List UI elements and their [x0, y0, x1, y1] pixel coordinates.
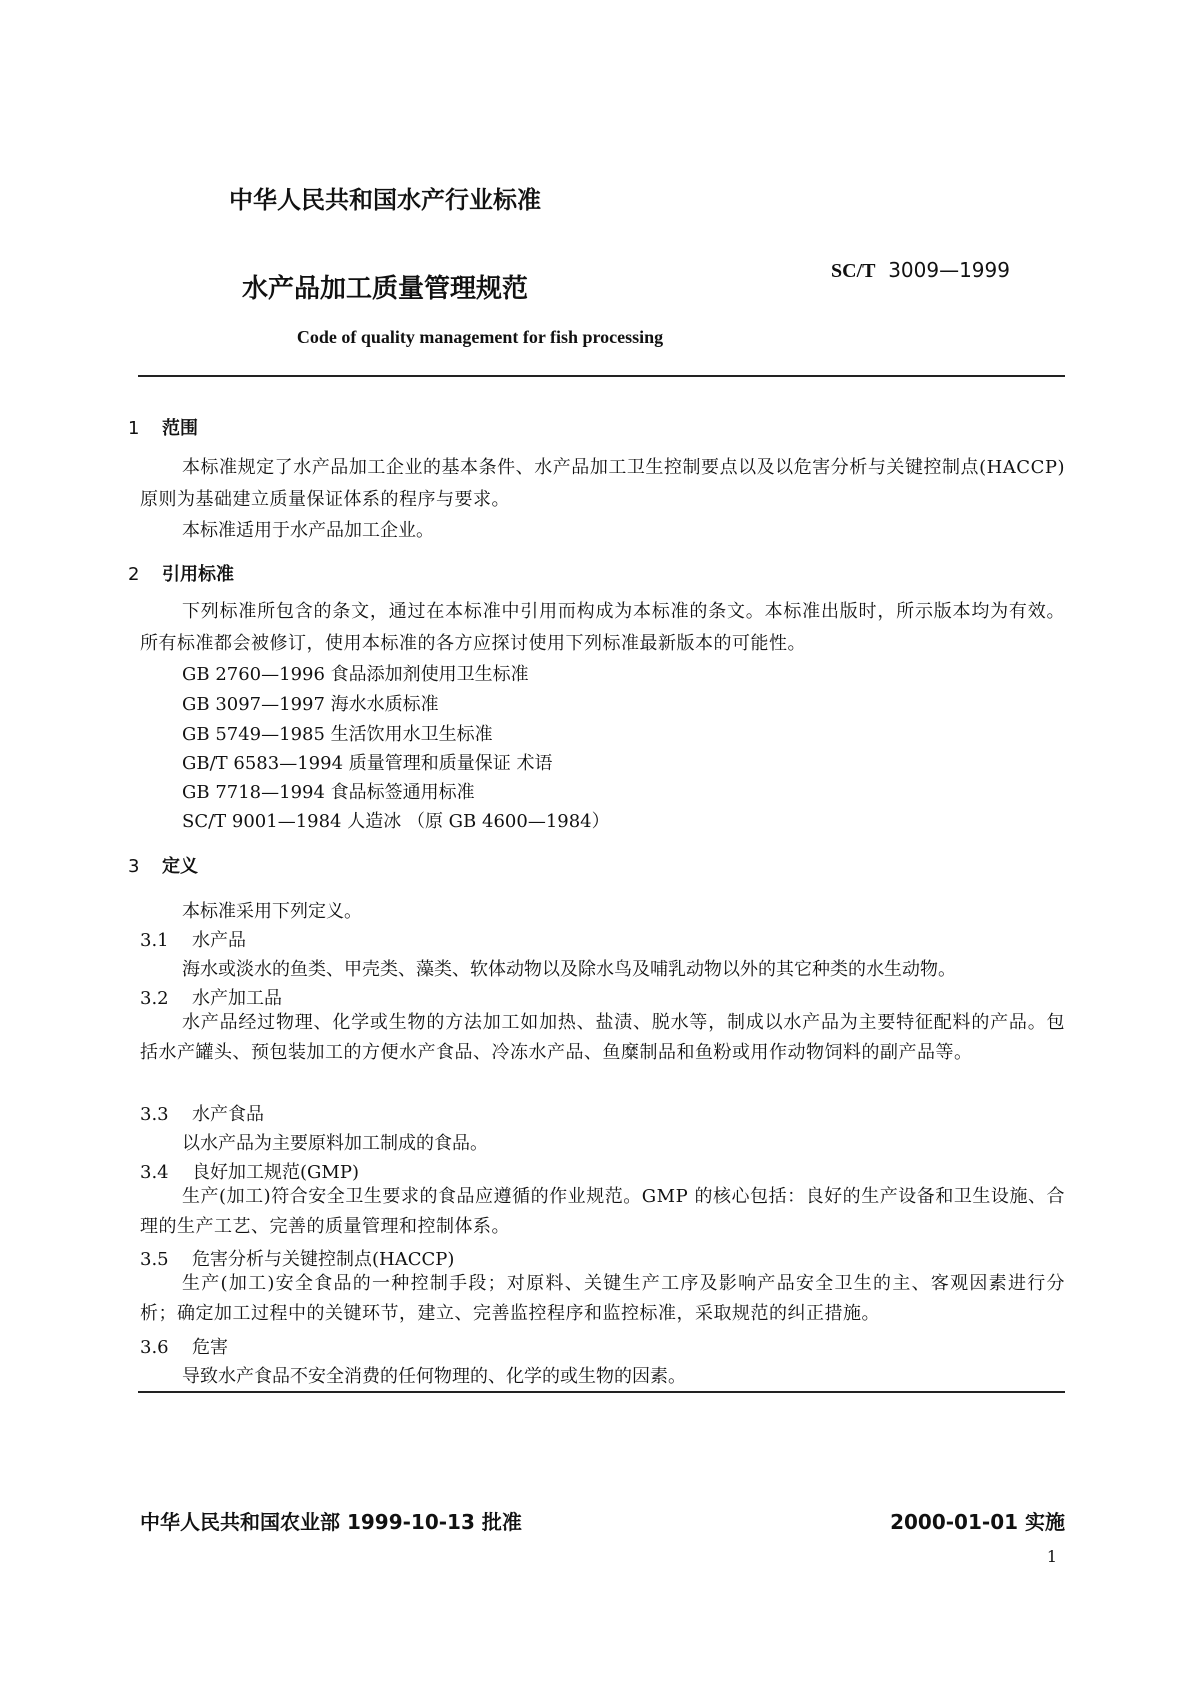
- standard-title: 水产品加工质量管理规范: [241, 274, 528, 304]
- definition-term: 3.6 危害: [140, 1337, 228, 1358]
- code-number: 3009—1999: [888, 258, 1010, 282]
- section-2-heading: 2 引用标准: [128, 564, 234, 585]
- page-number: 1: [1046, 1547, 1057, 1566]
- footer-divider: [138, 1391, 1065, 1393]
- code-prefix: SC/T: [831, 260, 876, 282]
- document-series-title: 中华人民共和国水产行业标准: [229, 186, 541, 214]
- reference-standard: GB 5749—1985 生活饮用水卫生标准: [182, 724, 493, 745]
- section-1-heading: 1 范围: [128, 418, 198, 439]
- section-1-paragraph-2: 本标准适用于水产品加工企业。: [182, 520, 434, 541]
- section-3-paragraph-1: 本标准采用下列定义。: [182, 901, 362, 922]
- definition-text: 海水或淡水的鱼类、甲壳类、藻类、软体动物以及除水鸟及哺乳动物以外的其它种类的水生动物。: [182, 959, 956, 980]
- definition-term: 3.4 良好加工规范(GMP): [140, 1162, 359, 1183]
- definition-term: 3.1 水产品: [140, 930, 246, 951]
- effective-date: 2000-01-01 实施: [890, 1510, 1065, 1534]
- definition-text: 以水产品为主要原料加工制成的食品。: [182, 1133, 488, 1154]
- issued-by: 中华人民共和国农业部 1999-10-13 批准: [140, 1510, 522, 1534]
- reference-standard: GB/T 6583—1994 质量管理和质量保证 术语: [182, 753, 553, 774]
- definition-text: 导致水产食品不安全消费的任何物理的、化学的或生物的因素。: [182, 1366, 686, 1387]
- english-title: Code of quality management for fish processing: [296, 327, 664, 347]
- definition-text: 生产(加工)安全食品的一种控制手段；对原料、关键生产工序及影响产品安全卫生的主、客观因素进行分析；确定加工过程中的关键环节，建立、完善监控程序和监控标准，采取规范的纠正措施。: [140, 1273, 1065, 1324]
- section-1-paragraph-1: 本标准规定了水产品加工企业的基本条件、水产品加工卫生控制要点以及以危害分析与关键控制点(HACCP)原则为基础建立质量保证体系的程序与要求。: [140, 457, 1065, 510]
- standard-code: [831, 258, 1010, 283]
- reference-standard: GB 7718—1994 食品标签通用标准: [182, 782, 475, 803]
- reference-standard: GB 2760—1996 食品添加剂使用卫生标准: [182, 664, 529, 685]
- definition-text: 水产品经过物理、化学或生物的方法加工如加热、盐渍、脱水等，制成以水产品为主要特征配料的产品。包括水产罐头、预包装加工的方便水产食品、冷冻水产品、鱼糜制品和鱼粉或用作动物饲料的副产品等。: [140, 1012, 1065, 1063]
- section-2-paragraph-1: 下列标准所包含的条文，通过在本标准中引用而构成为本标准的条文。本标准出版时，所示版本均为有效。所有标准都会被修订，使用本标准的各方应探讨使用下列标准最新版本的可能性。: [140, 601, 1065, 654]
- section-3-heading: 3 定义: [128, 856, 198, 877]
- header-divider: [138, 375, 1065, 377]
- definition-term: 3.2 水产加工品: [140, 988, 282, 1009]
- reference-standard: SC/T 9001—1984 人造冰 （原 GB 4600—1984）: [182, 811, 610, 832]
- definition-text: 生产(加工)符合安全卫生要求的食品应遵循的作业规范。GMP 的核心包括：良好的生产设备和卫生设施、合理的生产工艺、完善的质量管理和控制体系。: [140, 1186, 1065, 1237]
- definition-term: 3.5 危害分析与关键控制点(HACCP): [140, 1249, 455, 1270]
- definition-term: 3.3 水产食品: [140, 1104, 264, 1125]
- reference-standard: GB 3097—1997 海水水质标准: [182, 694, 439, 715]
